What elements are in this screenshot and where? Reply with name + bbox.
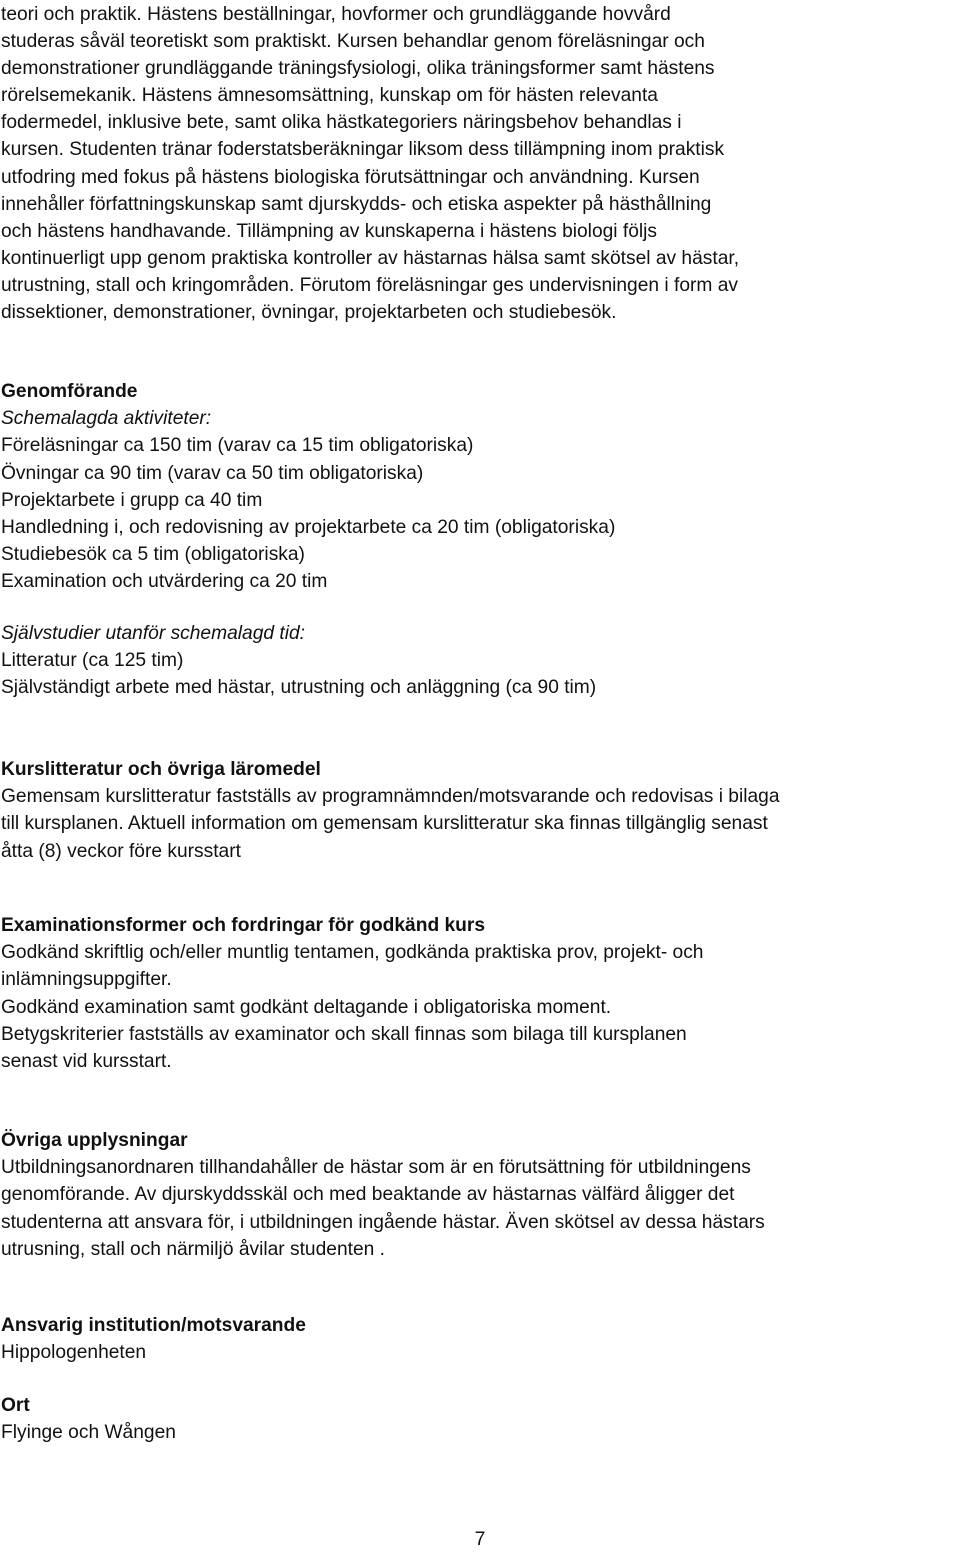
- section-heading: Övriga upplysningar: [1, 1130, 188, 1151]
- text-line: innehåller författningskunskap samt djurskydds- och etiska aspekter på hästhållning: [1, 193, 712, 215]
- section-literature: [1, 756, 957, 865]
- text-line: Utbildningsanordnaren tillhandahåller de hästar som är en förutsättning för utbildningens: [1, 1157, 751, 1179]
- text-line: till kursplanen. Aktuell information om gemensam kurslitteratur ska finnas tillgänglig senast: [1, 813, 768, 835]
- text-line: Betygskriterier fastställs av examinator och skall finnas som bilaga till kursplanen: [1, 1023, 687, 1045]
- section-heading: Examinationsformer och fordringar för godkänd kurs: [1, 915, 486, 936]
- institution-name: Hippologenheten: [1, 1342, 147, 1364]
- location-name: Flyinge och Wången: [1, 1422, 176, 1444]
- text-line: utrusning, stall och närmiljö åvilar studenten .: [1, 1238, 385, 1260]
- list-item: Examination och utvärdering ca 20 tim: [1, 571, 328, 593]
- text-line: utrustning, stall och kringområden. Förutom föreläsningar ges undervisningen i form av: [1, 274, 738, 296]
- section-location: [1, 1392, 957, 1446]
- section-heading: Ansvarig institution/motsvarande: [1, 1315, 306, 1336]
- text-line: senast vid kursstart.: [1, 1051, 172, 1073]
- text-line: teori och praktik. Hästens beställningar, hovformer och grundläggande hovvård: [1, 4, 671, 25]
- text-line: utfodring med fokus på hästens biologiska förutsättningar och användning. Kursen: [1, 166, 700, 188]
- section-heading: Ort: [1, 1395, 30, 1416]
- page-number: 7: [474, 1529, 486, 1550]
- text-line: genomförande. Av djurskyddsskäl och med beaktande av hästarnas välfärd åligger det: [1, 1184, 735, 1206]
- text-line: och hästens handhavande. Tillämpning av kunskaperna i hästens biologi följs: [1, 220, 658, 242]
- text-line: rörelsemekanik. Hästens ämnesomsättning, kunskap om för hästen relevanta: [1, 85, 658, 107]
- section-other-information: [1, 1127, 957, 1263]
- list-item: Föreläsningar ca 150 tim (varav ca 15 tim obligatoriska): [1, 435, 474, 457]
- section-heading: Genomförande: [1, 381, 138, 402]
- text-line: demonstrationer grundläggande träningsfysiologi, olika träningsformer samt hästens: [1, 58, 715, 80]
- section-genomforande: [1, 378, 957, 596]
- list-item: Projektarbete i grupp ca 40 tim: [1, 489, 263, 511]
- document-page: [1, 1, 957, 326]
- section-self-study: [1, 620, 957, 702]
- text-line: Godkänd skriftlig och/eller muntlig tentamen, godkända praktiska prov, projekt- och: [1, 942, 704, 964]
- text-line: inlämningsuppgifter.: [1, 969, 172, 991]
- section-institution: [1, 1312, 957, 1366]
- scheduled-activities-label: Schemalagda aktiviteter:: [1, 408, 212, 430]
- intro-paragraph: [1, 1, 957, 326]
- self-study-label: Självstudier utanför schemalagd tid:: [1, 623, 305, 644]
- text-line: dissektioner, demonstrationer, övningar, projektarbeten och studiebesök.: [1, 302, 617, 324]
- list-item: Självständigt arbete med hästar, utrustning och anläggning (ca 90 tim): [1, 677, 597, 699]
- list-item: Övningar ca 90 tim (varav ca 50 tim obligatoriska): [1, 462, 424, 484]
- text-line: studenterna att ansvara för, i utbildningen ingående hästar. Även skötsel av dessa hästars: [1, 1211, 765, 1233]
- section-heading: Kurslitteratur och övriga läromedel: [1, 759, 321, 780]
- list-item: Handledning i, och redovisning av projektarbete ca 20 tim (obligatoriska): [1, 517, 616, 539]
- text-line: fodermedel, inklusive bete, samt olika hästkategoriers näringsbehov behandlas i: [1, 112, 682, 134]
- text-line: kursen. Studenten tränar foderstatsberäkningar liksom dess tillämpning inom praktisk: [1, 139, 725, 161]
- list-item: Studiebesök ca 5 tim (obligatoriska): [1, 544, 305, 566]
- text-line: åtta (8) veckor före kursstart: [1, 840, 241, 862]
- text-line: Gemensam kurslitteratur fastställs av programnämnden/motsvarande och redovisas i bilaga: [1, 786, 780, 808]
- list-item: Litteratur (ca 125 tim): [1, 650, 184, 672]
- text-line: studeras såväl teoretiskt som praktiskt. Kursen behandlar genom föreläsningar och: [1, 31, 705, 53]
- text-line: kontinuerligt upp genom praktiska kontroller av hästarnas hälsa samt skötsel av hästar,: [1, 247, 740, 269]
- section-examination: [1, 912, 957, 1075]
- text-line: Godkänd examination samt godkänt deltagande i obligatoriska moment.: [1, 996, 612, 1018]
